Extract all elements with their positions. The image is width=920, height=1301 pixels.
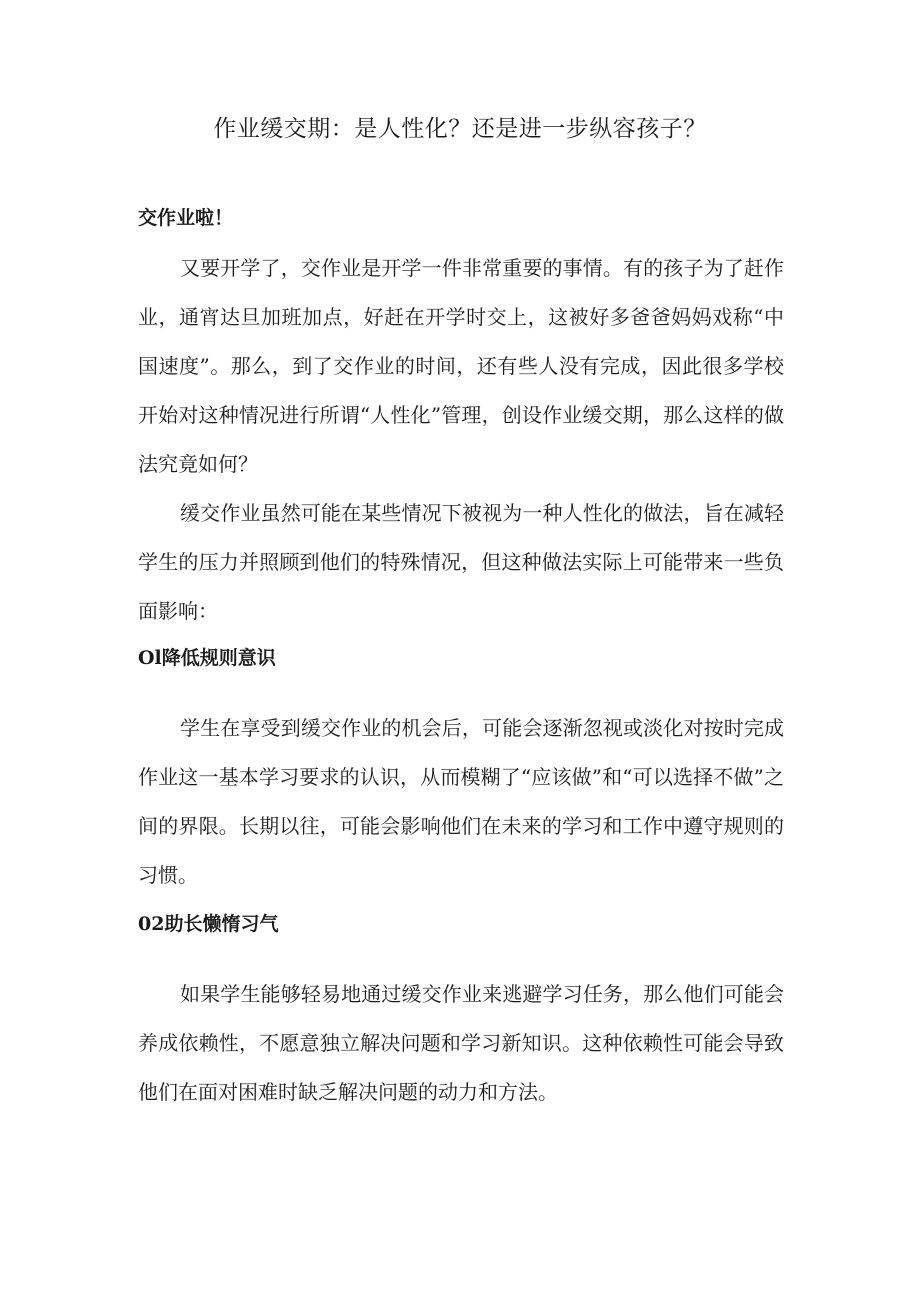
paragraph-intro: 又要开学了，交作业是开学一件非常重要的事情。有的孩子为了赶作业，通宵达旦加班加点，好赶在开学时交上，这被好多爸爸妈妈戏称“中国速度”。那么，到了交作业的时间，还有些人没有完成，因此很多学校开始对这种情况进行所谓“人性化”管理，创设作业缓交期，那么这样的做法究竟如何？ [138, 256, 784, 476]
section-heading-rule-awareness: Ol降低规则意识 [138, 647, 276, 669]
paragraph-laziness: 如果学生能够轻易地通过缓交作业来逃避学习任务，那么他们可能会养成依赖性，不愿意独立解决问题和学习新知识。这种依赖性可能会导致他们在面对困难时缺乏解决问题的动力和方法。 [138, 982, 784, 1104]
document-title: 作业缓交期：是人性化？还是进一步纵容孩子？ [213, 116, 707, 142]
paragraph-rule-awareness: 学生在享受到缓交作业的机会后，可能会逐渐忽视或淡化对按时完成作业这一基本学习要求的认识，从而模糊了“应该做”和“可以选择不做”之间的界限。长期以往，可能会影响他们在未来的学习和工作中遵守规则的习惯。 [138, 716, 784, 887]
section-heading-submit-homework: 交作业啦！ [138, 207, 234, 229]
paragraph-deferral-overview: 缓交作业虽然可能在某些情况下被视为一种人性化的做法，旨在减轻学生的压力并照顾到他们的特殊情况，但这种做法实际上可能带来一些负面影响： [138, 501, 784, 623]
section-heading-laziness: 02助长懒惰习气 [138, 913, 279, 935]
